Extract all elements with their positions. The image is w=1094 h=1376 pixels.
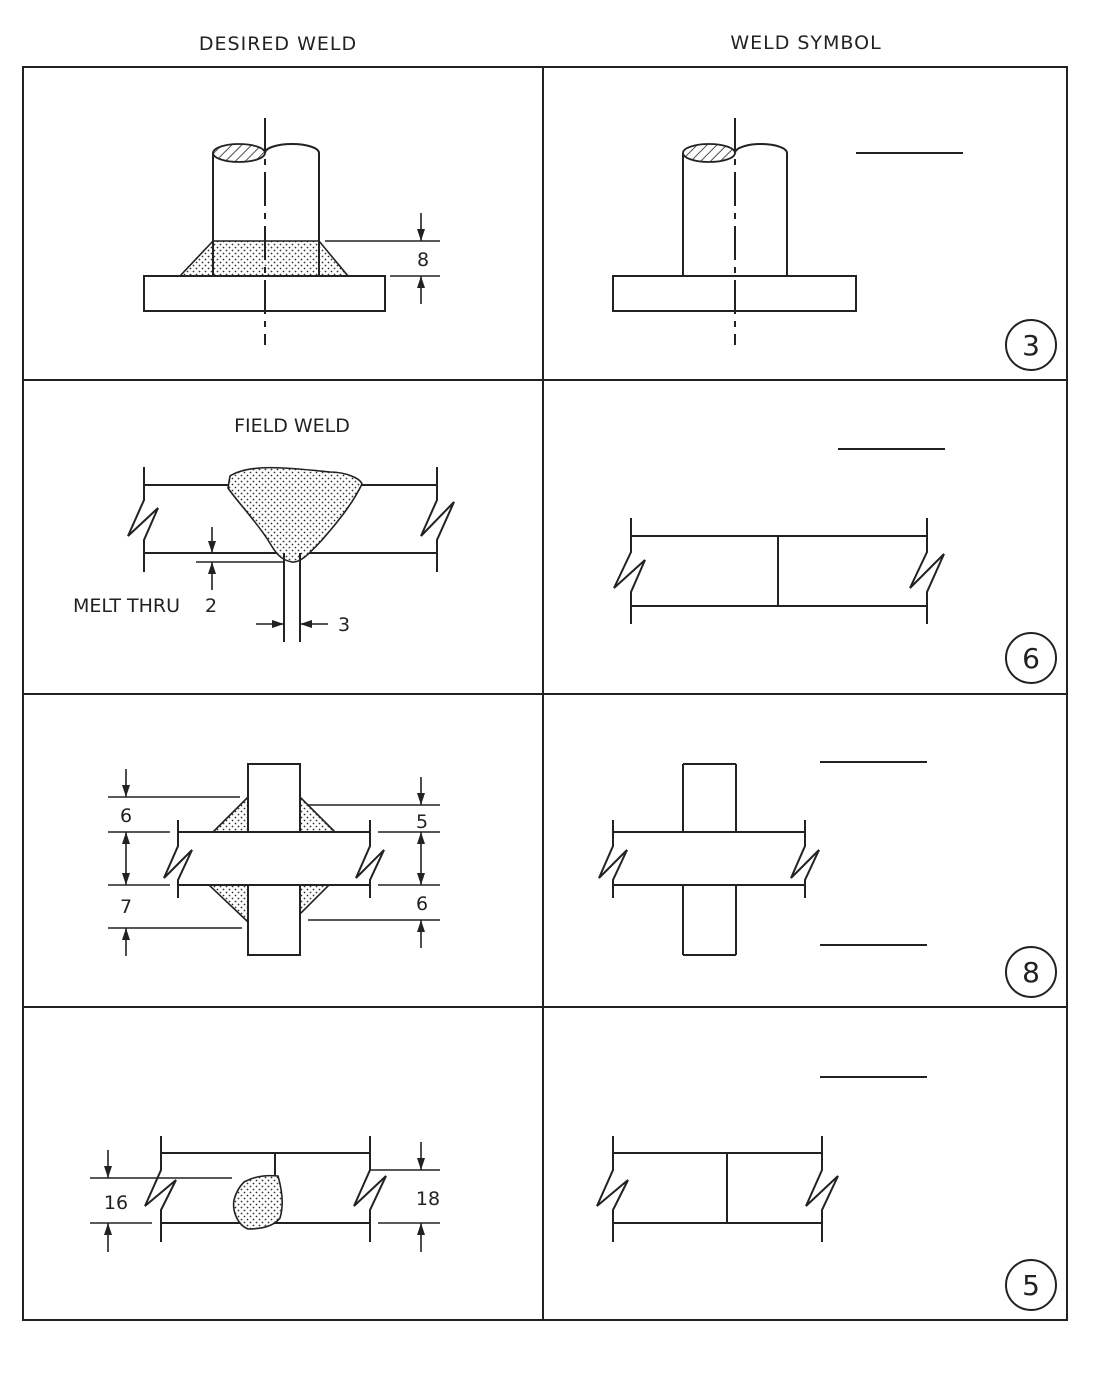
svg-text:6: 6 <box>1022 642 1040 675</box>
dimension-lower-right: 6 <box>415 893 429 915</box>
plug-weld-bead <box>234 1176 283 1229</box>
row-2-weld-symbol-drawing <box>614 449 945 624</box>
row-4-weld-symbol-drawing <box>597 1077 927 1242</box>
svg-text:3: 3 <box>1022 329 1040 362</box>
svg-text:8: 8 <box>1022 956 1040 989</box>
problem-number-badge <box>1006 320 1056 370</box>
row-2-desired-weld-drawing <box>73 415 454 642</box>
header-desired-weld: DESIRED WELD <box>198 33 358 55</box>
melt-thru-label: MELT THRU <box>73 595 181 617</box>
dimension-right: 18 <box>415 1188 441 1210</box>
field-weld-label: FIELD WELD <box>234 415 350 437</box>
svg-text:5: 5 <box>1022 1269 1040 1302</box>
dimension-upper-right: 5 <box>415 811 429 833</box>
row-3-weld-symbol-drawing <box>599 762 927 955</box>
groove-weld-bead <box>228 468 362 562</box>
dimension-left: 16 <box>103 1192 129 1214</box>
stud-section-hatch <box>213 144 265 162</box>
dimension-lower-left: 7 <box>119 896 133 918</box>
melt-thru-value: 2 <box>205 595 218 617</box>
row-3-desired-weld-drawing <box>108 764 440 956</box>
problem-number-badge <box>1006 633 1056 683</box>
table-grid <box>23 67 1067 1320</box>
row-1-desired-weld-drawing <box>144 118 440 345</box>
header-weld-symbol: WELD SYMBOL <box>730 32 882 54</box>
root-opening-dimension: 3 <box>338 614 351 636</box>
dimension-leg-size: 8 <box>416 249 430 271</box>
problem-number-badge <box>1006 1260 1056 1310</box>
problem-number-badge <box>1006 947 1056 997</box>
row-4-desired-weld-drawing <box>90 1136 440 1252</box>
dimension-upper-left: 6 <box>119 805 133 827</box>
row-1-weld-symbol-drawing <box>613 118 963 345</box>
